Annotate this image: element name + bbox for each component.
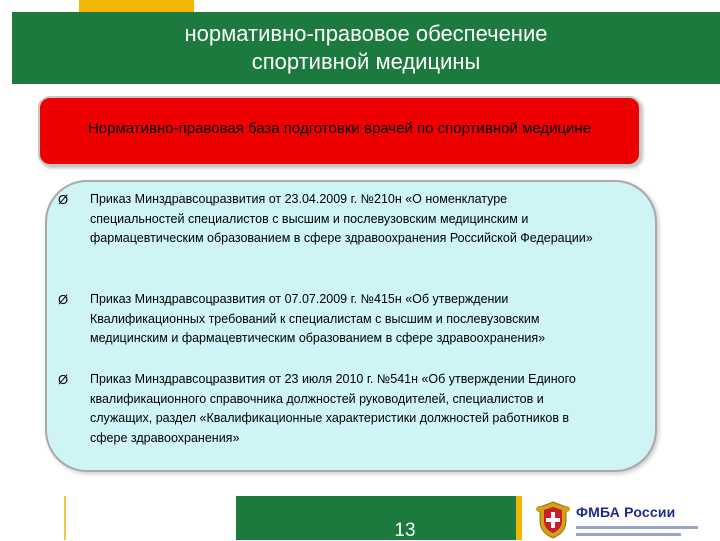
footer-gold-stripe — [516, 496, 522, 540]
arrow-bullet-icon: Ø — [58, 372, 69, 387]
footer-green-block — [236, 496, 516, 540]
list-item-text: Приказ Минздравсоцразвития от 07.07.2009 г. №415н «Об утверждении Квалификационных требований к специалистам с высшим и послевузовским медицинским и фармацевтическим образованием в сфере здравоохранения» — [90, 292, 546, 345]
page-number: 13 — [394, 520, 416, 541]
slide-header — [12, 12, 720, 84]
section-banner-text: Нормативно-правовая база подготовки врачей по спортивной медицине — [87, 119, 592, 137]
slide-title: нормативно-правовое обеспечение спортивной медицины — [184, 21, 548, 74]
section-banner — [38, 96, 641, 166]
arrow-bullet-icon: Ø — [58, 192, 69, 207]
orders-panel — [45, 180, 657, 472]
arrow-bullet-icon: Ø — [58, 292, 69, 307]
footer-divider — [64, 496, 66, 540]
fmba-logo-text: ФМБА России — [576, 504, 676, 520]
list-item-text: Приказ Минздравсоцразвития от 23.04.2009 г. №210н «О номенклатуре специальностей специалистов с высшим и послевузовским медицинским и фармацевтическим образованием в сфере здравоохранения Российской Федерации» — [90, 192, 593, 245]
logo-subtitle-lines — [576, 523, 701, 540]
fmba-emblem-icon — [533, 499, 573, 540]
list-item — [58, 290, 596, 349]
list-item — [58, 370, 596, 448]
list-item-text: Приказ Минздравсоцразвития от 23 июля 2010 г. №541н «Об утверждении Единого квалификационного справочника должностей руководителей, специалистов и служащих, раздел «Квалификационные характеристики должностей работников в сфере здравоохранения» — [90, 372, 576, 445]
list-item — [58, 190, 596, 249]
